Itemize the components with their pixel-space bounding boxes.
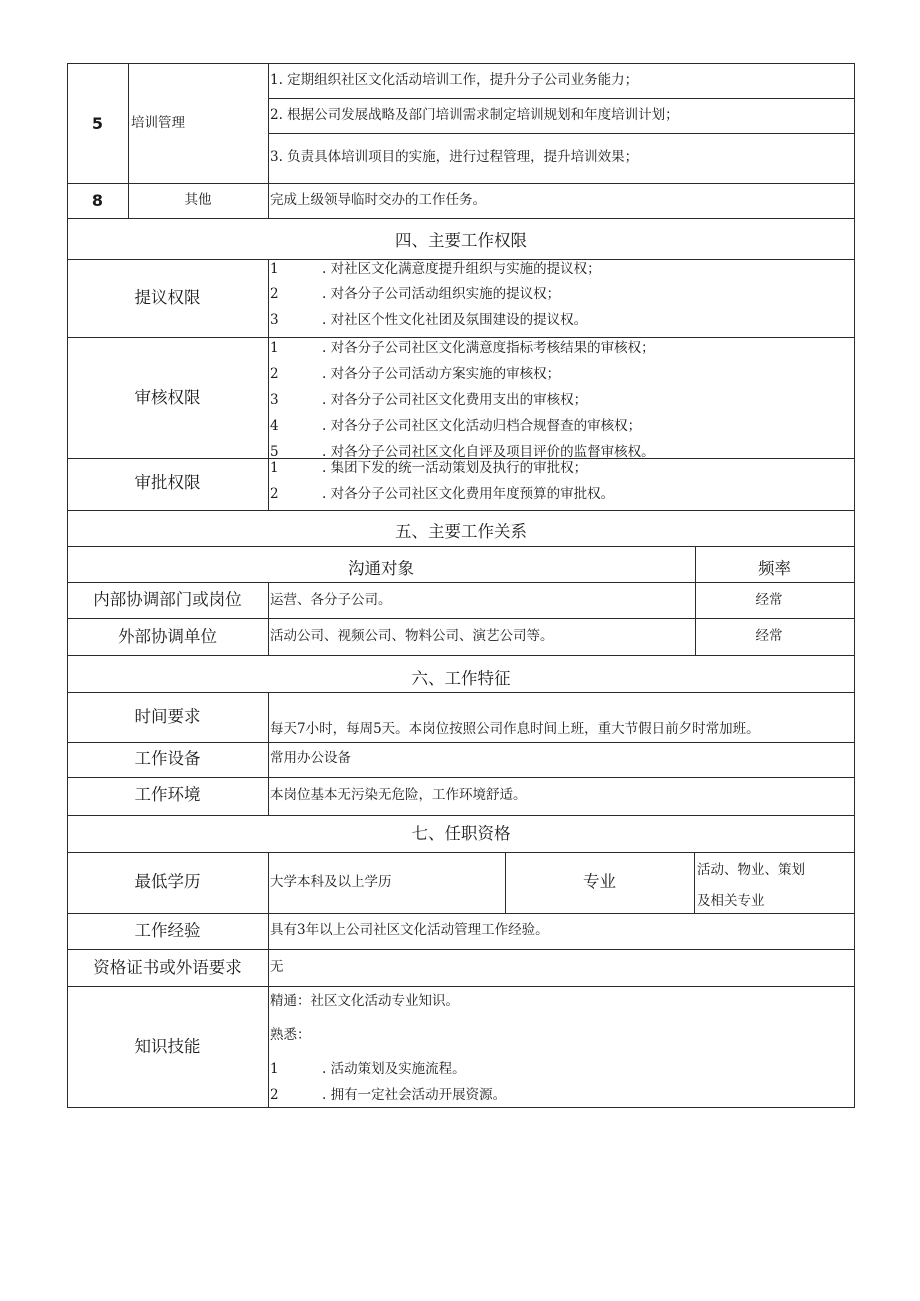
list-item: . 对各分子公司社区文化满意度指标考核结果的审核权； <box>322 340 655 356</box>
duty-item: 3. 负责具体培训项目的实施，进行过程管理，提升培训效果； <box>270 149 639 165</box>
rule <box>67 913 855 914</box>
row-number: 8 <box>91 191 104 210</box>
list-number: 3 <box>270 312 279 328</box>
feature-label: 时间要求 <box>134 707 201 726</box>
skills-text: 熟悉： <box>270 1027 311 1043</box>
list-number: 4 <box>270 418 279 434</box>
list-item: . 对各分子公司社区文化活动归档合规督查的审核权； <box>322 418 642 434</box>
skills-text: 精通：社区文化活动专业知识。 <box>270 993 459 1009</box>
rule <box>268 852 269 1108</box>
duty-item: 完成上级领导临时交办的工作任务。 <box>270 192 486 208</box>
list-number: 2 <box>270 286 279 302</box>
rule <box>67 1107 855 1108</box>
major-text: 活动、物业、策划 <box>697 862 805 878</box>
relation-label: 外部协调单位 <box>118 627 217 646</box>
feature-text: 本岗位基本无污染无危险，工作环境舒适。 <box>270 787 527 803</box>
section-title: 七、任职资格 <box>411 824 511 843</box>
rule <box>67 63 855 64</box>
qualification-label: 最低学历 <box>134 872 201 891</box>
relation-frequency: 经常 <box>755 592 783 608</box>
authority-label: 审核权限 <box>134 388 201 407</box>
list-item: . 拥有一定社会活动开展资源。 <box>322 1087 507 1103</box>
rule <box>67 692 855 693</box>
major-text: 及相关专业 <box>697 893 765 909</box>
rule <box>67 63 68 1108</box>
major-label: 专业 <box>583 872 616 891</box>
rule <box>67 183 855 184</box>
list-number: 1 <box>270 1061 279 1077</box>
list-item: . 集团下发的统一活动策划及执行的审批权； <box>322 460 588 476</box>
relation-label: 内部协调部门或岗位 <box>93 590 242 609</box>
qualification-label: 工作经验 <box>134 921 201 940</box>
relation-text: 运营、各分子公司。 <box>270 592 392 608</box>
rule <box>67 510 855 511</box>
rule <box>854 63 855 1108</box>
rule <box>67 582 855 583</box>
rule <box>67 618 855 619</box>
feature-text: 每天7小时，每周5天。本岗位按照公司作息时间上班，重大节假日前夕时常加班。 <box>270 721 760 737</box>
list-number: 2 <box>270 1087 279 1103</box>
list-number: 1 <box>270 460 279 476</box>
rule <box>67 546 855 547</box>
authority-label: 审批权限 <box>134 473 201 492</box>
list-number: 2 <box>270 486 279 502</box>
list-number: 1 <box>270 261 279 277</box>
section-title: 四、主要工作权限 <box>395 231 527 250</box>
list-item: . 对各分子公司社区文化费用支出的审核权； <box>322 392 588 408</box>
list-item: . 对各分子公司活动组织实施的提议权； <box>322 286 561 302</box>
list-item: . 对社区文化满意度提升组织与实施的提议权； <box>322 261 601 277</box>
relation-frequency: 经常 <box>755 628 783 644</box>
qualification-text: 大学本科及以上学历 <box>270 874 392 890</box>
list-item: . 对社区个性文化社团及氛围建设的提议权。 <box>322 312 588 328</box>
list-number: 3 <box>270 392 279 408</box>
section-title: 五、主要工作关系 <box>395 522 527 541</box>
section-title: 六、工作特征 <box>411 669 511 688</box>
list-number: 5 <box>270 444 279 460</box>
list-item: . 活动策划及实施流程。 <box>322 1061 466 1077</box>
rule <box>268 63 269 219</box>
relation-text: 活动公司、视频公司、物料公司、演艺公司等。 <box>270 628 554 644</box>
column-header: 频率 <box>758 559 791 578</box>
rule <box>67 986 855 987</box>
row-number: 5 <box>91 114 104 133</box>
duty-item: 1. 定期组织社区文化活动培训工作，提升分子公司业务能力； <box>270 72 639 88</box>
qualification-text: 具有3年以上公司社区文化活动管理工作经验。 <box>270 922 549 938</box>
rule <box>67 218 855 219</box>
list-number: 1 <box>270 340 279 356</box>
rule <box>67 815 855 816</box>
qualification-text: 无 <box>270 959 284 975</box>
duty-label: 培训管理 <box>131 115 185 131</box>
rule <box>694 852 695 914</box>
rule <box>268 98 855 99</box>
rule <box>67 655 855 656</box>
qualification-label: 知识技能 <box>134 1037 201 1056</box>
list-item: . 对各分子公司社区文化自评及项目评价的监督审核权。 <box>322 444 655 460</box>
rule <box>67 337 855 338</box>
rule <box>67 949 855 950</box>
feature-text: 常用办公设备 <box>270 750 351 766</box>
rule <box>67 777 855 778</box>
qualification-label: 资格证书或外语要求 <box>93 958 242 977</box>
rule <box>268 133 855 134</box>
feature-label: 工作环境 <box>134 785 201 804</box>
feature-label: 工作设备 <box>134 749 201 768</box>
duty-item: 2. 根据公司发展战略及部门培训需求制定培训规划和年度培训计划； <box>270 107 679 123</box>
rule <box>67 742 855 743</box>
list-item: . 对各分子公司社区文化费用年度预算的审批权。 <box>322 486 615 502</box>
column-header: 沟通对象 <box>348 559 414 578</box>
rule <box>268 692 269 816</box>
authority-label: 提议权限 <box>134 288 201 307</box>
rule <box>268 259 269 511</box>
list-item: . 对各分子公司活动方案实施的审核权； <box>322 366 561 382</box>
rule <box>67 259 855 260</box>
duty-label: 其他 <box>184 192 212 208</box>
list-number: 2 <box>270 366 279 382</box>
rule <box>268 582 269 656</box>
rule <box>67 852 855 853</box>
